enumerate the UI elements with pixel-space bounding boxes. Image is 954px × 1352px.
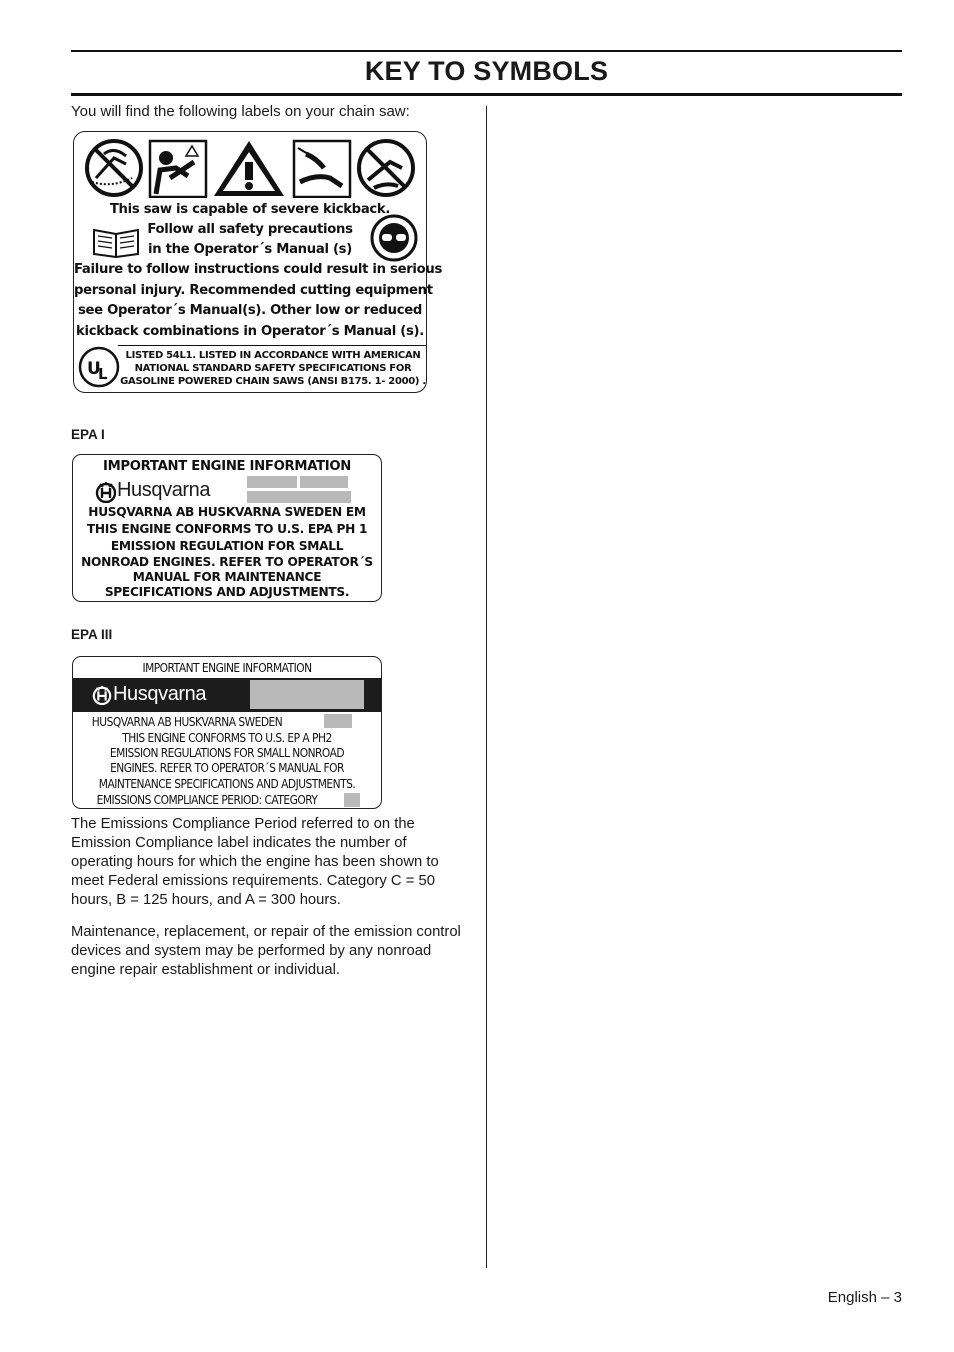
husqvarna-logo-icon [92,685,112,705]
warning-line-2: Follow all safety precautions [147,222,353,237]
epa1-line-5: MANUAL FOR MAINTENANCE [132,570,322,584]
epa1-redacted-2 [300,476,348,488]
ul-line-1: LISTED 54L1. LISTED IN ACCORDANCE WITH AMERICAN [125,350,421,361]
epa1-line-2: THIS ENGINE CONFORMS TO U.S. EPA PH 1 [86,522,368,536]
column-divider [486,106,487,1268]
husqvarna-logo-icon [95,481,117,503]
emissions-paragraph: The Emissions Compliance Period referred to on the Emission Compliance label indicates the number of operating hours for which the engine has been shown to meet Federal emissions requirements. Category C = 50 hours, B = 125 hours, and A = 300 hours. [71,816,439,908]
svg-text:L: L [98,365,108,383]
epa1-line-4: NONROAD ENGINES. REFER TO OPERATOR´S [81,555,373,569]
warning-line-4: Failure to follow instructions could result in serious [74,262,443,277]
epa1-line-1: HUSQVARNA AB HUSKVARNA SWEDEN EM [88,505,366,519]
no-tip-contact-icon [359,141,413,195]
title-underline [71,93,902,96]
epa3-line-5: MAINTENANCE SPECIFICATIONS AND ADJUSTMENTS. [98,776,356,791]
top-rule [71,50,902,52]
kickback-no-tip-icon [87,141,141,195]
epa3-line-1: HUSQVARNA AB HUSKVARNA SWEDEN [91,714,283,729]
warning-line-3: in the Operator´s Manual (s) [148,242,352,257]
chain-brake-hand-icon [294,141,350,197]
epa3-brand: Husqvarna [113,683,207,705]
ul-line-2: NATIONAL STANDARD SAFETY SPECIFICATIONS FOR [134,363,412,374]
epa1-brand: Husqvarna [117,479,211,501]
warning-icon-row [84,138,418,198]
epa1-header: IMPORTANT ENGINE INFORMATION [102,459,352,474]
epa3-label [72,656,382,809]
kickback-warning-label [73,131,443,393]
page-title: KEY TO SYMBOLS [364,56,609,86]
epa3-header: IMPORTANT ENGINE INFORMATION [142,660,312,675]
epa3-line-3: EMISSION REGULATIONS FOR SMALL NONROAD [109,745,345,760]
epa1-line-6: SPECIFICATIONS AND ADJUSTMENTS. [104,585,350,599]
epa1-line-3: EMISSION REGULATION FOR SMALL [110,539,344,553]
warning-triangle-icon [214,141,284,196]
epa3-brand-bar [73,678,381,712]
warning-line-5: personal injury. Recommended cutting equipment [74,283,433,298]
svg-text:U: U [87,359,101,379]
epa3-line-6: EMISSIONS COMPLIANCE PERIOD: CATEGORY [96,792,318,807]
epa3-redacted-3 [344,793,360,807]
page-footer: English – 3 [827,1289,902,1306]
epa1-label [72,454,382,602]
epa3-redacted-1 [250,680,364,709]
epa1-heading: EPA I [71,427,105,442]
epa3-line-4: ENGINES. REFER TO OPERATOR´S MANUAL FOR [110,760,344,775]
ul-separator [118,345,426,346]
warning-line-7: kickback combinations in Operator´s Manual (s). [76,324,424,339]
ul-mark-icon [78,344,120,390]
warning-line-1: This saw is capable of severe kickback. [109,202,391,217]
maintenance-paragraph: Maintenance, replacement, or repair of the emission control devices and system may be performed by any nonroad engine repair establishment or individual. [71,924,461,978]
epa3-heading: EPA III [71,627,113,642]
epa1-redacted-1 [247,476,297,488]
epa3-redacted-2 [324,714,352,728]
epa1-redacted-3 [247,491,351,503]
epa3-line-2: THIS ENGINE CONFORMS TO U.S. EP A PH2 [122,730,332,745]
warning-line-6: see Operator´s Manual(s). Other low or reduced [77,303,423,318]
intro-text: You will find the following labels on your chain saw: [71,103,410,120]
ul-line-3: GASOLINE POWERED CHAIN SAWS (ANSI B175. 1- 2000) . [120,376,426,387]
two-hands-operation-icon [150,141,206,197]
